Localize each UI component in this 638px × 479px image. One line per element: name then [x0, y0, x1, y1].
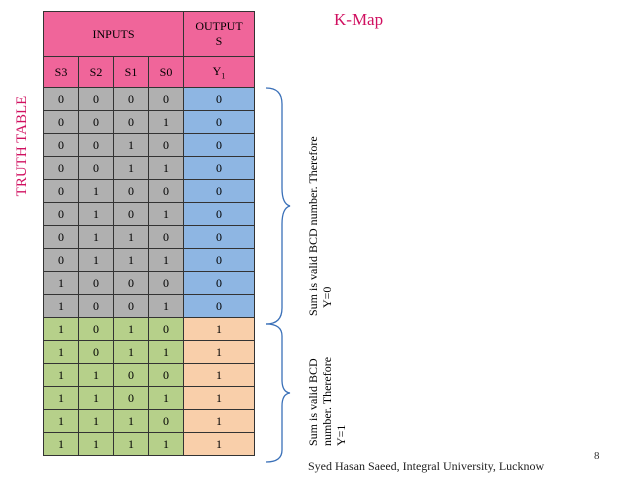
output-cell: 1 — [184, 410, 255, 433]
input-cell: 0 — [149, 364, 184, 387]
input-cell: 1 — [114, 341, 149, 364]
input-cell: 1 — [44, 272, 79, 295]
col-s1: S1 — [114, 57, 149, 88]
input-cell: 0 — [79, 295, 114, 318]
input-cell: 0 — [149, 134, 184, 157]
input-cell: 0 — [114, 387, 149, 410]
note-invalid-line-2: number. Therefore — [320, 356, 334, 446]
input-cell: 1 — [79, 180, 114, 203]
input-cell: 0 — [79, 272, 114, 295]
table-row — [44, 364, 255, 387]
input-cell: 1 — [79, 410, 114, 433]
output-cell: 0 — [184, 88, 255, 111]
table-row — [44, 410, 255, 433]
input-cell: 0 — [114, 88, 149, 111]
table-row — [44, 387, 255, 410]
output-cell: 1 — [184, 433, 255, 456]
input-cell: 1 — [44, 341, 79, 364]
input-cell: 0 — [44, 111, 79, 134]
output-cell: 1 — [184, 318, 255, 341]
table-row — [44, 295, 255, 318]
col-s2: S2 — [79, 57, 114, 88]
input-cell: 0 — [149, 180, 184, 203]
table-row — [44, 318, 255, 341]
table-row — [44, 433, 255, 456]
footer-credit: Syed Hasan Saeed, Integral University, Lucknow — [308, 459, 545, 473]
input-cell: 1 — [79, 203, 114, 226]
input-cell: 0 — [44, 226, 79, 249]
input-cell: 1 — [44, 318, 79, 341]
inputs-header: INPUTS — [44, 12, 184, 57]
input-cell: 1 — [149, 341, 184, 364]
output-cell: 0 — [184, 249, 255, 272]
input-cell: 0 — [114, 295, 149, 318]
input-cell: 1 — [44, 410, 79, 433]
input-cell: 1 — [114, 134, 149, 157]
note-valid-line-2: Y=0 — [320, 286, 334, 308]
input-cell: 1 — [149, 111, 184, 134]
note-valid-line-1: Sum is valid BCD number. Therefore — [306, 136, 320, 316]
table-row — [44, 341, 255, 364]
table-row — [44, 226, 255, 249]
input-cell: 0 — [149, 88, 184, 111]
col-y1 — [184, 57, 255, 88]
input-cell: 1 — [79, 364, 114, 387]
input-cell: 1 — [114, 249, 149, 272]
input-cell: 1 — [114, 226, 149, 249]
input-cell: 0 — [79, 318, 114, 341]
input-cell: 0 — [44, 180, 79, 203]
input-cell: 1 — [44, 295, 79, 318]
header-row-top — [44, 12, 255, 57]
input-cell: 1 — [149, 203, 184, 226]
input-cell: 0 — [44, 203, 79, 226]
input-cell: 1 — [44, 364, 79, 387]
col-s3: S3 — [44, 57, 79, 88]
col-y-subscript: 1 — [221, 71, 226, 81]
note-invalid-line-3: Y=1 — [334, 424, 348, 446]
output-cell: 0 — [184, 111, 255, 134]
input-cell: 1 — [114, 157, 149, 180]
input-cell: 1 — [149, 387, 184, 410]
input-cell: 1 — [149, 157, 184, 180]
kmap-title: K-Map — [334, 10, 384, 29]
input-cell: 1 — [79, 387, 114, 410]
input-cell: 0 — [149, 410, 184, 433]
output-cell: 1 — [184, 364, 255, 387]
table-row — [44, 134, 255, 157]
input-cell: 0 — [79, 134, 114, 157]
input-cell: 0 — [114, 111, 149, 134]
input-cell: 0 — [149, 318, 184, 341]
table-row — [44, 203, 255, 226]
table-row — [44, 180, 255, 203]
table-row — [44, 272, 255, 295]
input-cell: 1 — [79, 433, 114, 456]
brace-invalid — [262, 322, 292, 464]
input-cell: 1 — [44, 387, 79, 410]
input-cell: 0 — [79, 341, 114, 364]
output-cell: 0 — [184, 203, 255, 226]
header-row-cols — [44, 57, 255, 88]
input-cell: 1 — [79, 249, 114, 272]
output-cell: 0 — [184, 180, 255, 203]
input-cell: 1 — [114, 318, 149, 341]
input-cell: 0 — [114, 272, 149, 295]
outputs-header: OUTPUT S — [184, 12, 255, 57]
brace-valid — [262, 86, 292, 326]
input-cell: 0 — [79, 157, 114, 180]
truth-table-label: TRUTH TABLE — [14, 95, 30, 197]
input-cell: 0 — [44, 249, 79, 272]
note-invalid — [306, 357, 348, 446]
note-valid — [306, 136, 334, 316]
input-cell: 1 — [149, 295, 184, 318]
input-cell: 1 — [79, 226, 114, 249]
input-cell: 0 — [44, 157, 79, 180]
col-y-label: Y — [212, 63, 222, 78]
input-cell: 0 — [79, 88, 114, 111]
input-cell: 1 — [114, 433, 149, 456]
input-cell: 0 — [149, 272, 184, 295]
input-cell: 0 — [44, 88, 79, 111]
output-cell: 0 — [184, 295, 255, 318]
output-cell: 1 — [184, 387, 255, 410]
col-s0: S0 — [149, 57, 184, 88]
table-row — [44, 249, 255, 272]
truth-table — [43, 11, 255, 456]
output-cell: 1 — [184, 341, 255, 364]
input-cell: 0 — [114, 203, 149, 226]
page-number: 8 — [594, 450, 600, 462]
table-row — [44, 88, 255, 111]
table-row — [44, 157, 255, 180]
output-cell: 0 — [184, 226, 255, 249]
input-cell: 0 — [114, 180, 149, 203]
input-cell: 0 — [149, 226, 184, 249]
note-invalid-line-1: Sum is valid BCD — [306, 358, 320, 446]
input-cell: 1 — [149, 433, 184, 456]
input-cell: 1 — [44, 433, 79, 456]
output-cell: 0 — [184, 134, 255, 157]
input-cell: 0 — [114, 364, 149, 387]
input-cell: 0 — [44, 134, 79, 157]
output-cell: 0 — [184, 157, 255, 180]
input-cell: 1 — [149, 249, 184, 272]
input-cell: 0 — [79, 111, 114, 134]
table-row — [44, 111, 255, 134]
input-cell: 1 — [114, 410, 149, 433]
output-cell: 0 — [184, 272, 255, 295]
